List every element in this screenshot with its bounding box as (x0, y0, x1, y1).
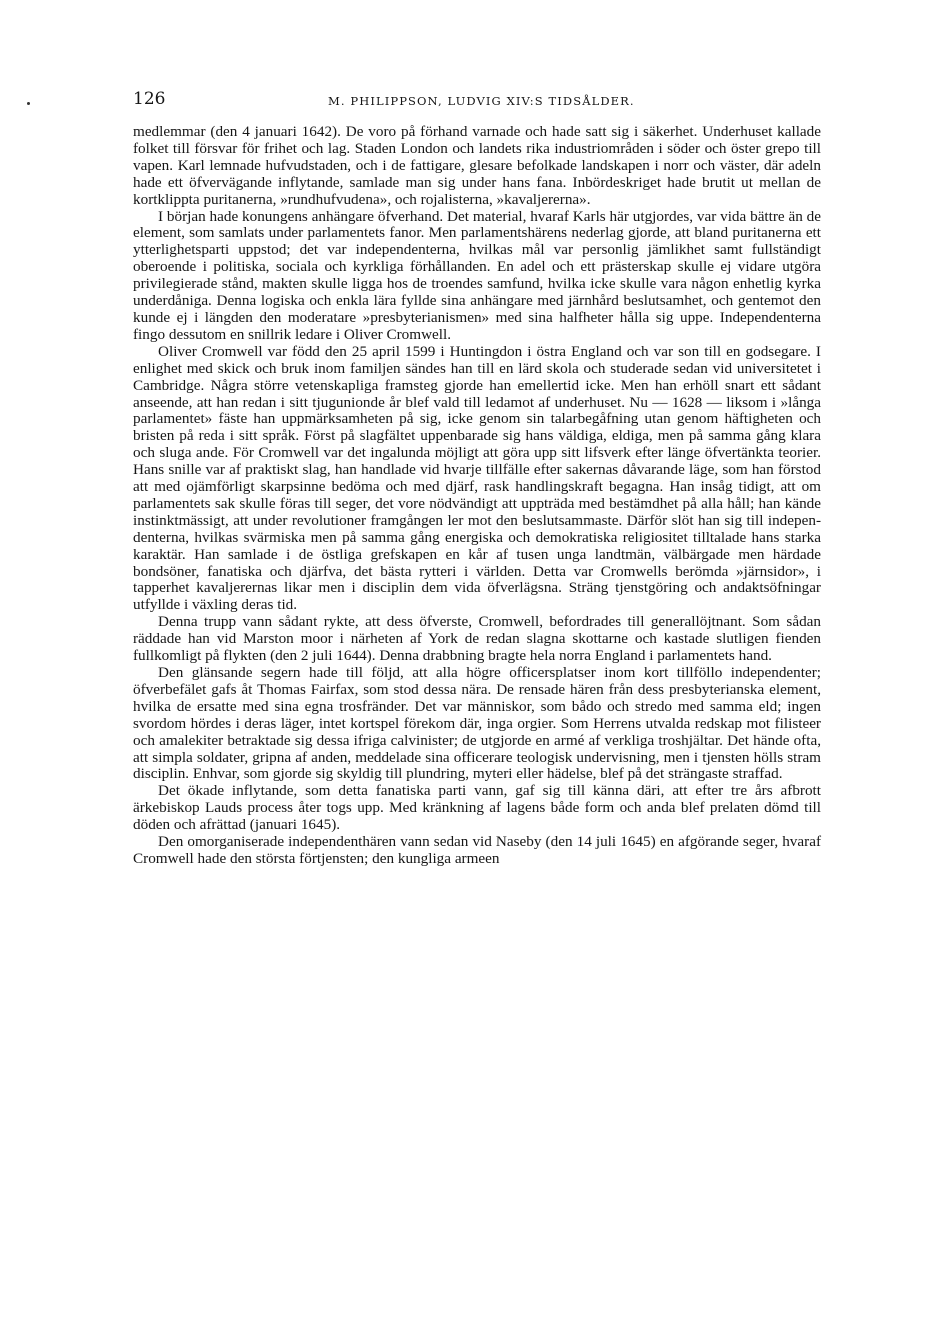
paragraph: Denna trupp vann sådant rykte, att dess öfverste, Cromwell, befordrades till generallöjtnant. Som sådan räddade han vid Marston moor i närheten af York de redan slagna skottarne och kastade slutligen fienden fullkomligt på flykten (den 2 juli 1644). Denna drabbning bragte hela norra England i parlamentets hand. (133, 613, 821, 665)
body-text (133, 124, 821, 868)
paragraph: Den omorganiserade independenthären vann sedan vid Naseby (den 14 juli 1645) en afgörande seger, hvaraf Cromwell hade den största förtjensten; den kungliga armeen (133, 833, 821, 867)
paragraph: medlemmar (den 4 januari 1642). De voro på förhand varnade och hade satt sig i säkerhet. Underhuset kallade folket till försvar för frihet och lag. Staden London och landets rika industriområden i söder och öster grepo till vapen. Karl lemnade hufvudstaden, och i de fattigare, glesare befolkade landskapen i norr och väster, där adeln hade ett öfvervägande inflytande, samlade man sig under hans fana. Inbördeskriget hade brutit ut mellan de kortklippta puritanerna, »rundhufvudena», och rojalisterna, »kavaljererna». (133, 123, 821, 208)
paragraph: I början hade konungens anhängare öfverhand. Det material, hvaraf Karls här utgjordes, var vida bättre än de element, som samlats under parlamentets fanor. Men parlamentshärens nederlag gjorde, att bland puritanerna ett ytterlighetsparti uppstod; det var independenterna, hvilkas mål var personlig jämlikhet samt fullständigt oberoende i politiska, sociala och kyrkliga förhållanden. En adel och ett prästerskap skulle ej vidare utgöra privilegierade stånd, makten skulle ligga hos de troendes samfund, hvilka icke skulle vara någon enhetlig kyrka underdåniga. Denna logiska och enkla lära fyllde sina anhängare med järnhård beslutsamhet, och gentemot den kunde ej i längden den moderatare »presbyterianismen» med sina halfheter hålla sig uppe. Independenterna fingo dessutom en snillrik ledare i Oliver Cromwell. (133, 207, 821, 343)
page-number: 126 (133, 89, 166, 109)
running-title: M. PHILIPPSON, LUDVIG XIV:S TIDSÅLDER. (328, 94, 635, 108)
paragraph: Det ökade inflytande, som detta fanatiska parti vann, gaf sig till känna däri, att efter tre års afbrott ärkebiskop Lauds process åter togs upp. Med kränkning af lagens både form och anda blef prelaten dömd till döden och afrättad (januari 1645). (133, 782, 821, 834)
paragraph: Oliver Cromwell var född den 25 april 1599 i Huntingdon i östra England och var son till en godsegare. I enlighet med skick och bruk inom familjen sändes han till en lärd skola och studerade sedan vid universitetet i Cambridge. Några större vetenskapliga framsteg gjorde han emellertid icke. Men han erhöll snart ett sådant anseende, att han redan i sitt tjugunionde år blef vald till ledamot af underhuset. Nu — 1628 — liksom i »långa parlamentet» fäste han uppmärksamheten på sig, icke genom sin talarbegåfning utan genom häftigheten och bristen på reda i sitt språk. Först på slagfältet uppenbarade sig hans väldiga, eldiga, men på samma gång klara och sluga ande. För Cromwell var det ingalunda möjligt att göra upp sitt lifsverk efter länge öfvertänkta teorier. Hans snille var af praktiskt slag, han handlade vid hvarje tillfälle efter sakernas dåvarande läge, som han förstod att med ojämförligt skarpsinne bedöma och med djärf, rask handlingskraft begagna. Han insåg tidigt, att om parlamentets sak skulle föras till seger, det vore nödvändigt att uppträda med bestämdhet på alla håll; han kände instinktmässigt, att under revolutioner framgången ler mot den beslutsammaste. Därför slöt han sig till independenterna, hvilkas svärmiska men på samma gång energiska och demokratiska religiositet tilltalade hans starka karaktär. Han samlade i de östliga grefskapen en kår af tusen unga landtmän, välbärgade men härdade bondsöner, fanatiska och djärfva, det bästa rytteri i världen. Detta var Cromwells berömda »järnsidor», i tapperhet kavaljerernas likar men i disciplin dem vida öfverlägsna. Sträng tjenstgöring och andaktsöfningar utfyllde i växling deras tid. (133, 342, 821, 614)
paragraph: Den glänsande segern hade till följd, att alla högre officersplatser inom kort tillföllo independenter; öfverbefälet gafs åt Thomas Fairfax, som stod dessa nära. De rensade hären från dess presbyterianska element, hvilka de ersatte med sina egna trosfränder. Det var människor, som bådo och stredo med samma eld; ingen svordom hördes i deras läger, intet kortspel förekom där, inga orgier. Som Herrens utvalda redskap mot filisteer och amalekiter betraktade sig dessa ifriga calvinister; de utgjorde en armé af verkliga troshjältar. Det hände ofta, att simpla soldater, gripna af anden, meddelade sina officerare teologisk undervisning, men i tjensten hölls stram disciplin. Enhvar, som gjorde sig skyldig till plundring, myteri eller hädelse, blef på det strängaste straffad. (133, 664, 821, 783)
scan-speck (27, 102, 30, 105)
